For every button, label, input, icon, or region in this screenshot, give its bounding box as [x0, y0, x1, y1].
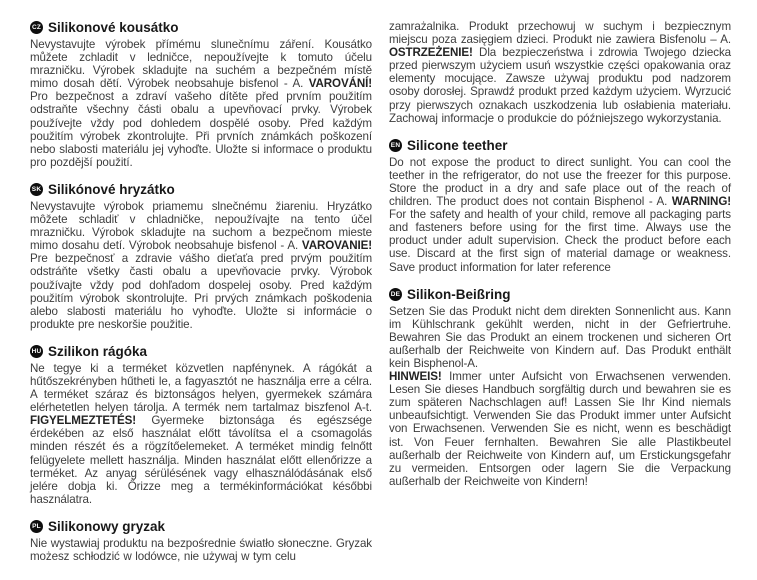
warning-word: VAROVÁNÍ!	[308, 77, 372, 91]
warning-word: HINWEIS!	[389, 370, 442, 384]
section-pl-start	[30, 519, 372, 563]
body-text: Pre bezpečnosť a zdravie vášho dieťaťa pred prvým použitím odstráňte všetky časti obalu a upevňovacie prvky. Výrobok používajte vždy pod dohľadom dospelej osoby. Pred každým použitím výrobok skontrolujte. Pri prvých známkach poškodenia alebo slabosti materiálu ho vyhoďte. Uložte si informácie o produkte pre neskoršie použitie.	[30, 252, 372, 331]
section-pl-continued	[389, 20, 731, 125]
body-text: Nie wystawiaj produktu na bezpośrednie światło słoneczne. Gryzak możesz schłodzić w lodówce, nie używaj w tym celu	[30, 536, 372, 563]
section-en-title: Silicone teether	[407, 137, 508, 153]
body-text: Nevystavujte výrobek přímému slunečnímu záření. Kousátko můžete zchladit v ledničce, nepoužívejte k tomuto účelu mrazničku. Výrobek skladujte na suchém a bezpečném místě mimo dosah dětí. Výrobek neobsahuje bisfenol - A.	[30, 38, 372, 91]
section-de-body-2	[389, 370, 731, 488]
section-pl-heading	[30, 519, 372, 534]
section-pl-body-continued	[389, 20, 731, 125]
section-sk-heading	[30, 182, 372, 197]
section-pl-body-start	[30, 537, 372, 563]
section-de-heading	[389, 287, 731, 302]
section-de	[389, 287, 731, 488]
section-cz-title: Silikonové kousátko	[48, 20, 179, 35]
section-hu-body	[30, 362, 372, 506]
body-text: zamrażalnika. Produkt przechowuj w suchym i bezpiecznym miejscu poza zasięgiem dzieci. Produkt nie zawiera Bisfenolu – A.	[389, 20, 731, 47]
warning-word: WARNING!	[671, 195, 731, 209]
body-text: Immer unter Aufsicht von Erwachsenen verwenden. Lesen Sie dieses Handbuch sorgfältig durch und bewahren sie es zum späteren Nachschlagen auf! Lassen Sie Ihr Kind niemals unbeaufsichtigt. Verwenden Sie das Produkt immer unter Aufsicht von Erwachsenen. Verwenden Sie es nicht, wenn es beschädigt ist. Von Feuer fernhalten. Bewahren Sie alle Plastikbeutel außerhalb der Reichweite von Kindern auf, um Erstickungsgefahr zu vermeiden. Entsorgen oder lagern Sie die Verpackung außerhalb der Reichweite von Kindern!	[389, 370, 731, 488]
section-hu	[30, 344, 372, 506]
section-hu-heading	[30, 344, 372, 359]
body-text: Gyermeke biztonsága és egészsége érdekében az első használat előtt távolítsa el a csomagolás minden részét és a rögzítőelemeket. A terméket mindig felnőtt felügyelete mellett használja. Minden használat előtt ellenőrizze a terméket. Az anyag sérülésének vagy elhasználódásának első jelére dobja ki. Őrizze meg a termékinformációkat későbbi használatra.	[30, 414, 372, 506]
body-text: Dla bezpieczeństwa i zdrowia Twojego dziecka przed pierwszym użyciem usuń wszystkie części opakowania oraz elementy mocujące. Zawsze używaj produktu pod nadzorem osoby dorosłej. Sprawdź produkt przed każdym użyciem. Wyrzucić przy pierwszych oznakach uszkodzenia lub osłabienia materiału. Zachowaj informacje o produkcie do późniejszego wykorzystania.	[389, 46, 731, 125]
warning-word: OSTRZEŻENIE!	[389, 46, 473, 60]
section-cz-heading	[30, 20, 372, 35]
body-text: Setzen Sie das Produkt nicht dem direkten Sonnenlicht aus. Kann im Kühlschrank gekühlt werden, nicht in der Gefriertruhe. Bewahren Sie das Produkt an einem trockenen und sicheren Ort außerhalb der Reichweite von Kindern auf. Das Produkt enthält kein Bisphenol-A.	[389, 304, 731, 370]
warning-word: FIGYELMEZTETÉS!	[30, 414, 137, 428]
language-badge-cz-icon: CZ	[30, 21, 43, 34]
body-text: For the safety and health of your child, remove all packaging parts and fasteners before using for the first time. Always use the product under adult supervision. Check the product before each use. Discard at the first sign of material damage or weakness. Save product information for later reference	[389, 208, 731, 274]
language-badge-sk-icon: SK	[30, 183, 43, 196]
section-hu-title: Szilikon rágóka	[48, 343, 148, 359]
section-cz	[30, 20, 372, 169]
section-cz-body	[30, 38, 372, 169]
right-column	[389, 20, 731, 576]
section-de-title: Silikon-Beißring	[407, 286, 511, 302]
section-en	[389, 138, 731, 274]
language-badge-hu-icon: HU	[30, 345, 43, 358]
section-de-body-1	[389, 305, 731, 370]
language-badge-pl-icon: PL	[30, 520, 43, 533]
left-column	[30, 20, 372, 576]
language-badge-de-icon: DE	[389, 288, 402, 301]
body-text: Do not expose the product to direct sunlight. You can cool the teether in the refrigerator, do not use the freezer for this purpose. Store the product in a dry and safe place out of the reach of children. The product does not contain Bisphenol - A.	[389, 155, 731, 209]
body-text: Pro bezpečnost a zdraví vašeho dítěte před prvním použitím odstraňte všechny části obalu a upevňovací prvky. Výrobek používejte vždy pod dohledem dospělé osoby. Před každým použitím výrobek zkontrolujte. Při prvních známkách poškození nebo slabosti materiálu jej vyhoďte. Uložte si informace o produktu pro pozdější použití.	[30, 90, 372, 169]
section-pl-title: Silikonowy gryzak	[48, 518, 166, 534]
section-sk-title: Silikónové hryzátko	[48, 181, 175, 197]
section-en-heading	[389, 138, 731, 153]
section-en-body	[389, 156, 731, 274]
section-sk-body	[30, 200, 372, 331]
body-text: Ne tegye ki a terméket közvetlen napfénynek. A rágókát a hűtőszekrényben hűtheti le, a fagyasztót ne használja erre a célra. A terméket száraz és biztonságos helyen, gyermekek számára elérhetetlen helyen tárolja. A termék nem tartalmaz biszfenol A-t.	[30, 361, 372, 415]
warning-word: VAROVANIE!	[301, 239, 372, 253]
language-badge-en-icon: EN	[389, 139, 402, 152]
section-sk	[30, 182, 372, 331]
body-text: Nevystavujte výrobok priamemu slnečnému žiareniu. Hryzátko môžete schladiť v chladničke, nepoužívajte na tento účel mrazničku. Výrobok skladujte na suchom a bezpečnom mieste mimo dosahu detí. Výrobok neobsahuje bisfenol - A.	[30, 199, 372, 253]
